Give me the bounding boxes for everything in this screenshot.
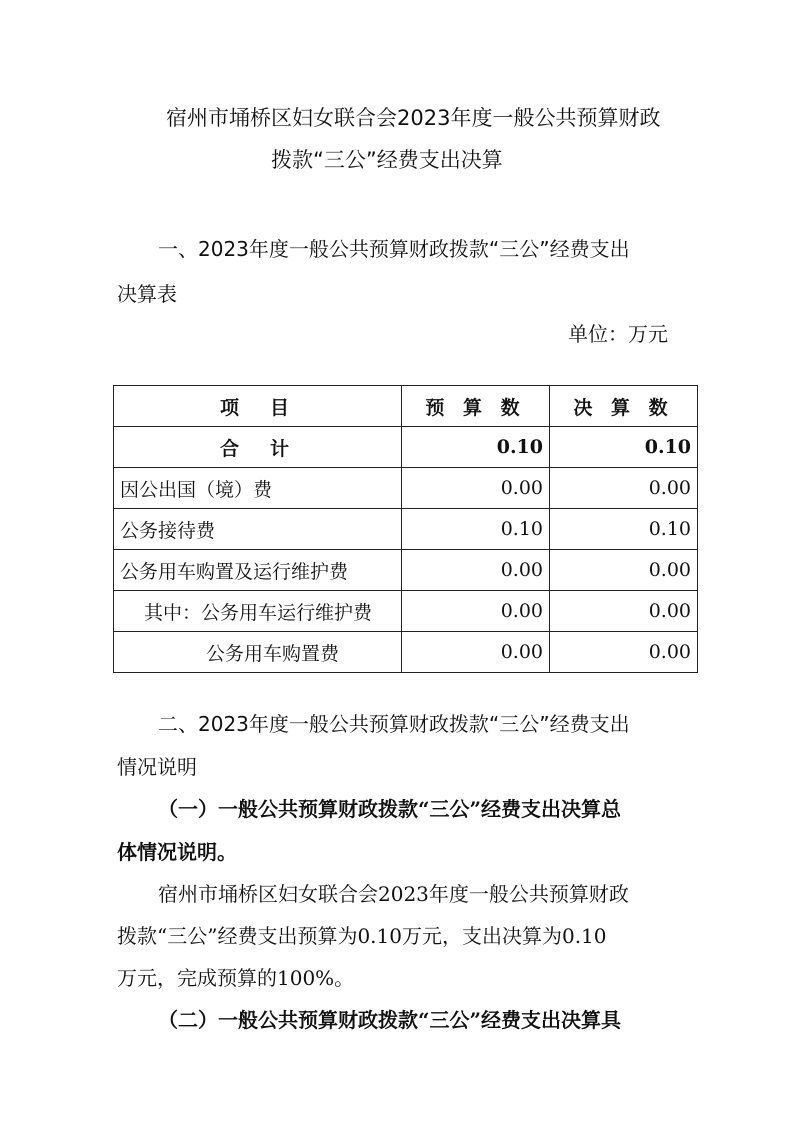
row-budget: 0.10 xyxy=(402,427,550,468)
row-item: 其中：公务用车运行维护费 xyxy=(114,591,402,632)
table-row xyxy=(114,550,698,591)
row-actual: 0.10 xyxy=(550,427,698,468)
row-actual: 0.00 xyxy=(550,550,698,591)
row-item: 合 计 xyxy=(114,427,402,468)
subsection-2-heading-line-1: （二）一般公共预算财政拨款“三公”经费支出决算具 xyxy=(158,1008,622,1032)
section-2-heading-line-2: 情况说明 xyxy=(117,755,197,779)
row-actual: 0.00 xyxy=(550,632,698,673)
table-row xyxy=(114,591,698,632)
header-budget: 预 算 数 xyxy=(402,386,550,427)
table-row xyxy=(114,468,698,509)
table-row-total xyxy=(114,427,698,468)
row-budget: 0.00 xyxy=(402,550,550,591)
row-item: 公务接待费 xyxy=(114,509,402,550)
row-budget: 0.00 xyxy=(402,591,550,632)
subsection-1-heading-line-1: （一）一般公共预算财政拨款“三公”经费支出决算总 xyxy=(158,797,622,821)
table-row xyxy=(114,632,698,673)
section-2-heading-line-1: 二、2023年度一般公共预算财政拨款“三公”经费支出 xyxy=(158,712,630,736)
section-1-heading-line-2: 决算表 xyxy=(117,282,177,306)
row-item: 公务用车购置及运行维护费 xyxy=(114,550,402,591)
header-actual: 决 算 数 xyxy=(550,386,698,427)
unit-label: 单位：万元 xyxy=(568,322,668,346)
row-budget: 0.10 xyxy=(402,509,550,550)
row-budget: 0.00 xyxy=(402,632,550,673)
row-budget: 0.00 xyxy=(402,468,550,509)
row-item: 公务用车购置费 xyxy=(114,632,402,673)
row-actual: 0.00 xyxy=(550,591,698,632)
three-public-expenses-table xyxy=(113,385,698,673)
document-title-line-1: 宿州市埇桥区妇女联合会2023年度一般公共预算财政 xyxy=(166,106,661,130)
paragraph-line-1: 宿州市埇桥区妇女联合会2023年度一般公共预算财政 xyxy=(158,882,629,906)
row-actual: 0.10 xyxy=(550,509,698,550)
row-actual: 0.00 xyxy=(550,468,698,509)
table-header-row xyxy=(114,386,698,427)
paragraph-line-3: 万元，完成预算的100%。 xyxy=(117,966,355,990)
table-row xyxy=(114,509,698,550)
subsection-1-heading-line-2: 体情况说明。 xyxy=(117,840,237,864)
section-1-heading-line-1: 一、2023年度一般公共预算财政拨款“三公”经费支出 xyxy=(158,237,630,261)
paragraph-line-2: 拨款“三公”经费支出预算为0.10万元，支出决算为0.10 xyxy=(117,924,607,948)
document-title-line-2: 拨款“三公”经费支出决算 xyxy=(271,148,503,172)
row-item: 因公出国（境）费 xyxy=(114,468,402,509)
header-item: 项 目 xyxy=(114,386,402,427)
